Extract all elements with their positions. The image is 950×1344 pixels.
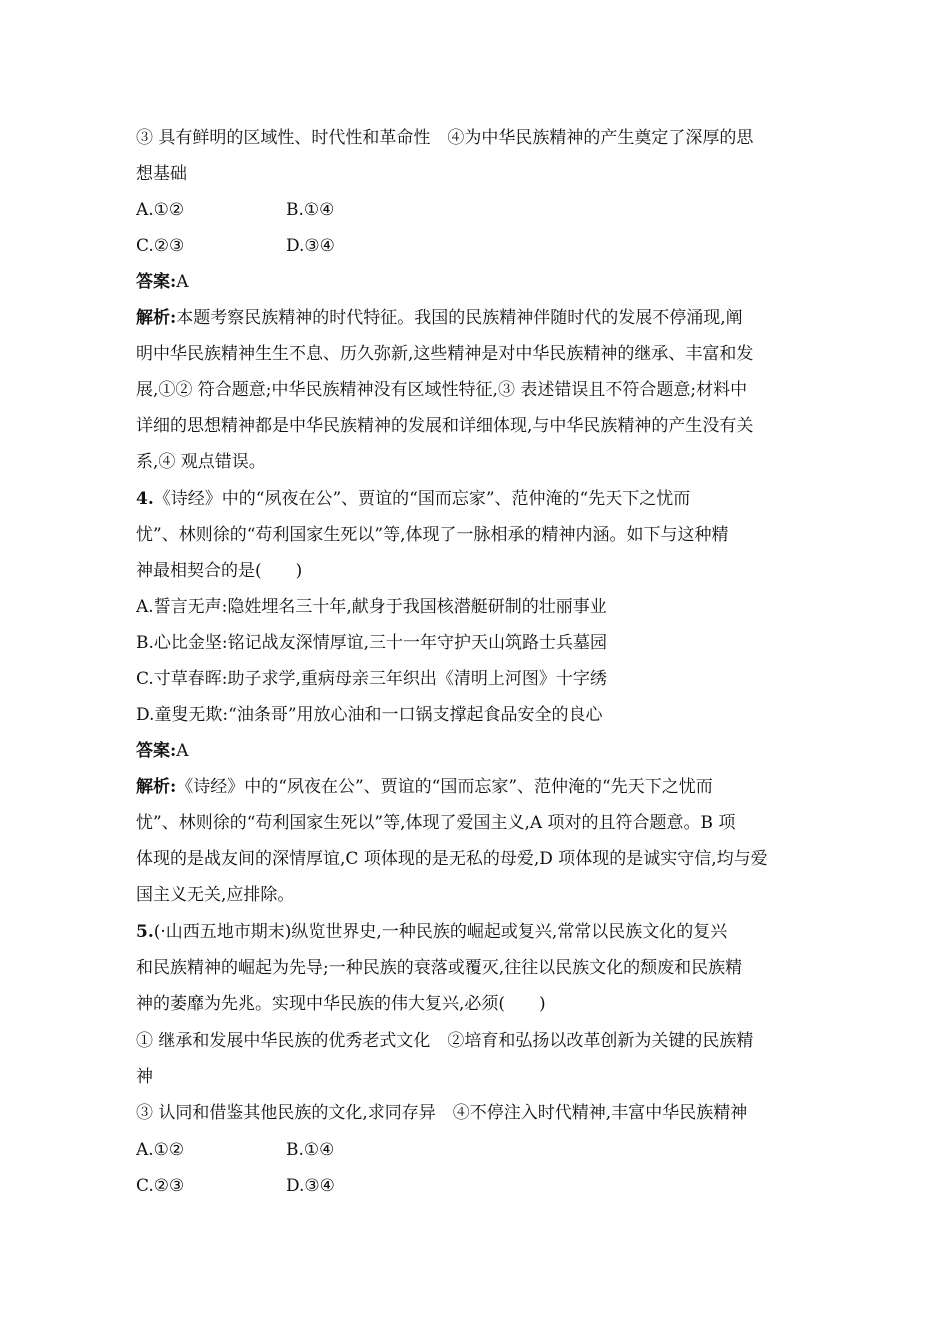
- q4-analysis-line: [136, 775, 816, 799]
- q5-choice-c: C.②③: [136, 1176, 185, 1196]
- q3-option-line: ③ 具有鲜明的区域性、时代性和革命性 ④为中华民族精神的产生奠定了深厚的思: [136, 128, 754, 148]
- q3-choice-a: A.①②: [136, 200, 185, 220]
- q4-stem-line: 神最相契合的是( ): [136, 561, 303, 581]
- q4-stem-line: [136, 487, 816, 511]
- q3-analysis-line: 明中华民族精神生生不息、历久弥新,这些精神是对中华民族精神的继承、丰富和发: [136, 344, 754, 364]
- answer-value: A: [176, 741, 189, 761]
- q5-stem-line: [136, 920, 816, 944]
- q5-stem-line: 神的萎靡为先兆。实现中华民族的伟大复兴,必须( ): [136, 994, 546, 1014]
- q3-analysis-line: [136, 306, 816, 330]
- q4-option-a: A.誓言无声:隐姓埋名三十年,献身于我国核潜艇研制的壮丽事业: [136, 597, 607, 617]
- q5-stem-text: (·山西五地市期末)纵览世界史,一种民族的崛起或复兴,常常以民族文化的复兴: [153, 922, 728, 942]
- q4-option-d: D.童叟无欺:“油条哥”用放心油和一口锅支撑起食品安全的良心: [136, 705, 603, 725]
- q4-stem-line: 忧”、林则徐的“苟利国家生死以”等,体现了一脉相承的精神内涵。如下与这种精: [136, 525, 729, 545]
- q5-choices-row-1: [136, 1138, 816, 1162]
- q3-option-line-cont: 想基础: [136, 164, 187, 184]
- q4-analysis-line: 国主义无关,应排除。: [136, 885, 295, 905]
- q3-choice-c: C.②③: [136, 236, 185, 256]
- q3-analysis-line: 详细的思想精神都是中华民族精神的发展和详细体现,与中华民族精神的产生没有关: [136, 416, 754, 436]
- q4-answer: [136, 739, 816, 763]
- q5-statement-line: ③ 认同和借鉴其他民族的文化,求同存异 ④不停注入时代精神,丰富中华民族精神: [136, 1103, 748, 1123]
- q5-choice-d: D.③④: [286, 1176, 335, 1196]
- q4-analysis-line: 忧”、林则徐的“苟利国家生死以”等,体现了爱国主义,A 项对的且符合题意。B 项: [136, 813, 736, 833]
- q5-stem-line: 和民族精神的崛起为先导;一种民族的衰落或覆灭,往往以民族文化的颓废和民族精: [136, 958, 743, 978]
- q3-analysis-line: 展,①② 符合题意;中华民族精神没有区域性特征,③ 表述错误且不符合题意;材料中: [136, 380, 748, 400]
- q3-answer: [136, 270, 816, 294]
- q5-choice-a: A.①②: [136, 1140, 185, 1160]
- q5-statement-line: 神: [136, 1067, 153, 1087]
- answer-label: 答案:: [136, 741, 177, 761]
- q4-stem-text: 《诗经》中的“夙夜在公”、贾谊的“国而忘家”、范仲淹的“先天下之忧而: [153, 489, 691, 509]
- q5-choices-row-2: [136, 1174, 816, 1198]
- q3-choices-row-1: [136, 198, 816, 222]
- q5-choice-b: B.①④: [286, 1140, 335, 1160]
- analysis-text: 本题考察民族精神的时代特征。我国的民族精神伴随时代的发展不停涌现,阐: [176, 308, 743, 328]
- answer-value: A: [176, 272, 189, 292]
- q3-choice-d: D.③④: [286, 236, 335, 256]
- q5-statement-line: ① 继承和发展中华民族的优秀老式文化 ②培育和弘扬以改革创新为关键的民族精: [136, 1031, 754, 1051]
- question-number: 4.: [136, 489, 154, 509]
- analysis-text: 《诗经》中的“夙夜在公”、贾谊的“国而忘家”、范仲淹的“先天下之忧而: [176, 777, 713, 797]
- q4-option-b: B.心比金坚:铭记战友深情厚谊,三十一年守护天山筑路士兵墓园: [136, 633, 608, 653]
- q4-option-c: C.寸草春晖:助子求学,重病母亲三年织出《清明上河图》十字绣: [136, 669, 607, 689]
- answer-label: 答案:: [136, 272, 177, 292]
- q4-analysis-line: 体现的是战友间的深情厚谊,C 项体现的是无私的母爱,D 项体现的是诚实守信,均与爱: [136, 849, 768, 869]
- analysis-label: 解析:: [136, 308, 177, 328]
- q3-choice-b: B.①④: [286, 200, 335, 220]
- question-number: 5.: [136, 922, 154, 942]
- q3-analysis-line: 系,④ 观点错误。: [136, 452, 266, 472]
- analysis-label: 解析:: [136, 777, 177, 797]
- q3-choices-row-2: [136, 234, 816, 258]
